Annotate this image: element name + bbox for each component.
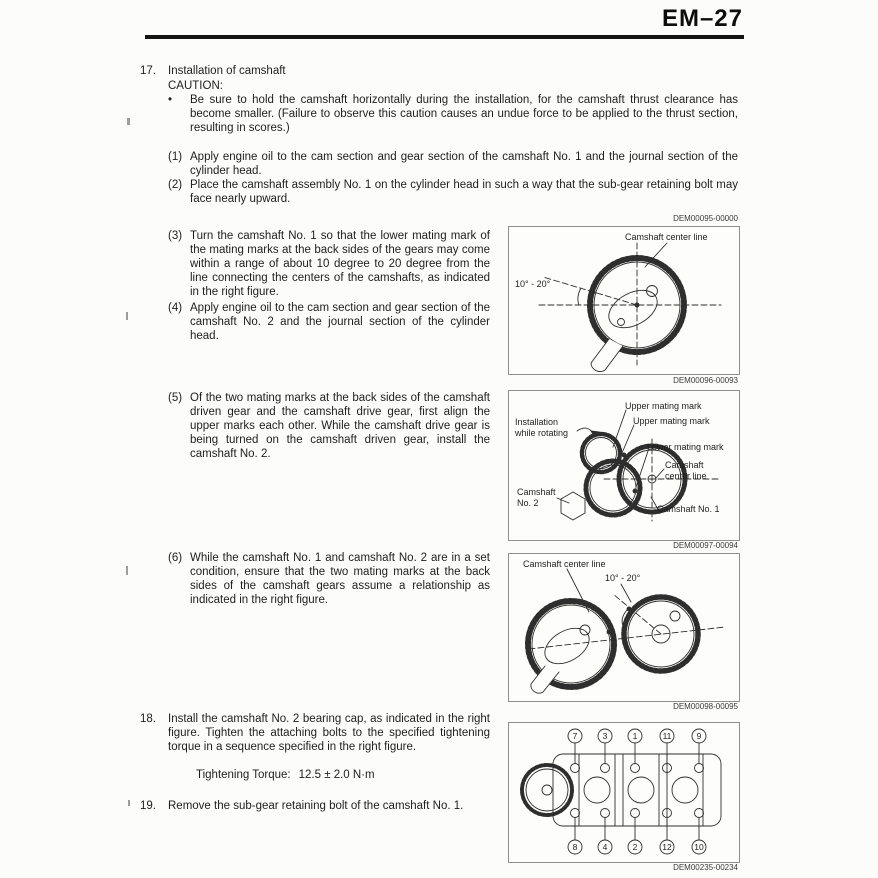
step-number: (2): [168, 179, 183, 191]
camshaft-gear-drawing-icon: [509, 227, 737, 372]
figure-label-upper-mark-2: Upper mating mark: [633, 416, 710, 426]
caution-item: [168, 93, 738, 135]
item-title: Installation of camshaft: [168, 65, 286, 77]
figure-label-upper-mark-1: Upper mating mark: [625, 401, 702, 411]
caution-text: Be sure to hold the camshaft horizontally during the installation, for the camshaft thrust clearance has become smaller. (Failure to observe this caution causes an undue force to be applied to the thrust section, resulting in scores.): [190, 94, 738, 134]
item-number: 18.: [140, 713, 156, 725]
item-number: 17.: [140, 65, 156, 77]
torque-spec: [196, 769, 375, 781]
bolt-number: 1: [632, 731, 638, 741]
scan-artifact: [126, 312, 128, 320]
step-2: [168, 178, 738, 206]
figure-label-angle: 10° - 20°: [515, 279, 551, 289]
scan-artifact: [127, 118, 130, 125]
figure-code: DEM00097-00094: [673, 541, 738, 550]
step-number: (5): [168, 392, 183, 404]
figure-label-center-line: Camshaft center line: [523, 559, 606, 569]
figure-mating-marks-install: [508, 390, 740, 541]
figure-label-angle: 10° - 20°: [605, 573, 641, 583]
step-text: Turn the camshaft No. 1 so that the lower mating mark of the mating marks at the back sides of the gears may come within a range of about 10 degree to 20 degree from the line connecting the centers of the camshafts, as indicated in the right figure.: [190, 230, 490, 298]
figure-code: DEM00096-00093: [673, 376, 738, 385]
step-number: (4): [168, 302, 183, 314]
figure-code: DEM00098-00095: [673, 702, 738, 711]
bolt-number: 2: [632, 842, 638, 852]
section-17-heading: [140, 64, 570, 78]
page-number: EM–27: [661, 5, 743, 32]
step-5: [168, 391, 490, 461]
step-number: (3): [168, 230, 183, 242]
step-text: Place the camshaft assembly No. 1 on the cylinder head in such a way that the sub-gear retaining bolt may face nearly upward.: [190, 179, 738, 205]
step-text: Of the two mating marks at the back sides of the camshaft driven gear and the camshaft drive gear, first align the upper marks each other. While the camshaft drive gear is being turned on the camshaft driven gear, install the camshaft No. 2.: [190, 392, 490, 460]
header-rule: [145, 35, 744, 39]
step-number: (6): [168, 552, 183, 564]
item-number: 19.: [140, 800, 156, 812]
bolt-number: 8: [572, 842, 578, 852]
scan-artifact: [128, 800, 130, 806]
bolt-number: 11: [662, 731, 672, 741]
item-text: Install the camshaft No. 2 bearing cap, as indicated in the right figure. Tighten the attaching bolts to the specified tightening torque in a sequence specified in the right figure.: [168, 713, 490, 753]
step-4: [168, 301, 490, 343]
step-number: (1): [168, 151, 183, 163]
figure-code: DEM00095-00000: [673, 214, 738, 223]
bolt-number: 7: [572, 731, 578, 741]
bolt-number: 3: [602, 731, 608, 741]
figure-label-lower-mark: Lower mating mark: [647, 442, 724, 452]
caution-label: CAUTION:: [168, 80, 223, 92]
scan-artifact: [126, 566, 128, 575]
torque-sequence-numbers: [573, 731, 704, 852]
torque-label: Tightening Torque:: [196, 769, 291, 781]
figure-label-camshaft-2: Camshaft No. 2: [517, 487, 556, 508]
item-text: Remove the sub-gear retaining bolt of the camshaft No. 1.: [168, 800, 464, 812]
figure-code: DEM00235-00234: [673, 863, 738, 872]
cylinder-head-drawing-icon: [509, 723, 737, 860]
step-text: While the camshaft No. 1 and camshaft No. 2 are in a set condition, ensure that the two mating marks at the back sides of the camshaft gears assume a relationship as indicated in the right figure.: [190, 552, 490, 606]
step-text: Apply engine oil to the cam section and gear section of the camshaft No. 2 and the journal section of the cylinder head.: [190, 302, 490, 342]
bolt-number: 12: [662, 842, 672, 852]
step-6: [168, 551, 490, 607]
torque-value: 12.5 ± 2.0 N·m: [298, 769, 375, 781]
step-text: Apply engine oil to the cam section and gear section of the camshaft No. 1 and the journal section of the cylinder head.: [190, 151, 738, 177]
step-1: [168, 150, 738, 178]
figure-label-camshaft-1: Camshaft No. 1: [657, 504, 720, 514]
bolt-number: 9: [696, 731, 702, 741]
step-3: [168, 229, 490, 299]
figure-mark-relationship: [508, 553, 740, 702]
bolt-number: 4: [602, 842, 608, 852]
bullet: •: [168, 94, 173, 106]
figure-label-center-line: Camshaft center line: [625, 232, 708, 242]
bolt-number: 10: [694, 842, 704, 852]
figure-label-center-line: Camshaft center line: [665, 460, 707, 481]
figure-label-installation: Installation while rotating: [515, 417, 569, 438]
figure-tightening-sequence: [508, 722, 740, 863]
figure-camshaft-no1-angle: [508, 226, 740, 375]
section-18: [140, 712, 490, 754]
